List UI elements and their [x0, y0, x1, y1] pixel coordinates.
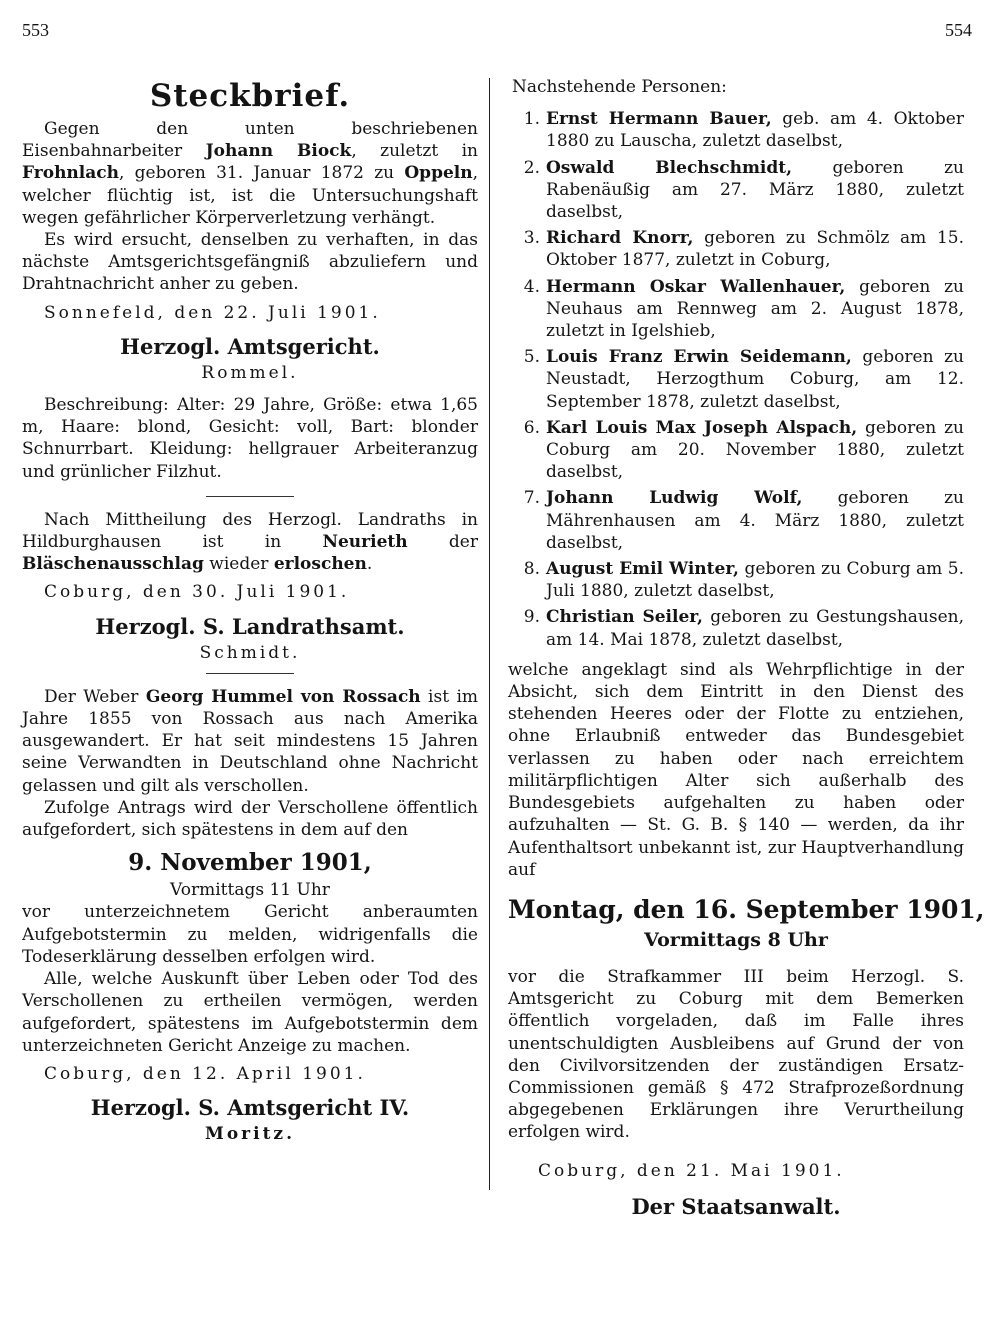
list-number: 1.: [523, 109, 540, 130]
dateline: Coburg, den 12. April 1901.: [44, 1063, 366, 1084]
column-divider: [489, 78, 490, 1190]
person-name: Richard Knorr,: [546, 228, 694, 249]
person-details: geboren zu Neustadt, Herzogthum Coburg, am 12. September 1878, zuletzt daselbst,: [546, 347, 964, 412]
person-details: geboren zu Neuhaus am Rennweg am 2. August 1878, zuletzt in Igelshieb,: [546, 276, 964, 342]
list-number: 4.: [523, 276, 540, 297]
person-name: Louis Franz Erwin Seidemann,: [546, 347, 852, 368]
person-name: Ernst Hermann Bauer,: [546, 109, 772, 130]
page-number-right: 554: [945, 20, 972, 40]
list-item: [508, 558, 964, 602]
left-column: [22, 76, 478, 1145]
person-details: geb. am 4. Oktober 1880 zu Lauscha, zuletzt daselbst,: [546, 109, 964, 152]
notice-paragraph: Alle, welche Auskunft über Leben oder Tod des Verschollenen zu ertheilen vermögen, werden aufgefordert, spätestens im Aufgebotstermin dem unterzeichneten Gericht Anzeige zu machen.: [22, 969, 478, 1056]
disease-name: Bläschenausschlag: [22, 554, 204, 575]
person-details: geboren zu Mährenhausen am 4. März 1880, zuletzt daselbst,: [546, 488, 964, 553]
warrant-request: Es wird ersucht, denselben zu verhaften, in das nächste Amtsgerichtsgefängniß abzuliefern und Drahtnachricht anher zu geben.: [22, 230, 478, 295]
separator-rule: [206, 496, 294, 497]
hearing-date: Montag, den 16. September 1901,: [508, 894, 985, 924]
notice-paragraph: Nach Mittheilung des Herzogl. Landraths in Hildburghausen ist in Neurieth der Bläschenausschlag wieder erloschen.: [22, 509, 478, 575]
notice-paragraph: Der Weber Georg Hummel von Rossach ist im Jahre 1855 von Rossach aus nach Amerika ausgewandert. Er hat seit mindestens 15 Jahren seine Verwandten in Deutschland ohne Nachricht gelassen und gilt als verschollen.: [22, 686, 478, 796]
summons-paragraph: vor die Strafkammer III beim Herzogl. S. Amtsgericht zu Coburg mit dem Bemerken öffentlich vorgeladen, daß im Falle ihres unentschuldigten Ausbleibens auf Grund der von den Civilvorsitzenden der zuständigen Ersatz-Commissionen gemäß § 472 Strafprozeßordnung abgegebenen Erklärungen ihre Verurtheilung erfolgen wird.: [508, 966, 964, 1143]
suspect-name: Johann Biock: [205, 141, 352, 162]
right-column: [508, 76, 985, 1222]
notice-paragraph: Zufolge Antrags wird der Verschollene öffentlich aufgefordert, sich spätestens in dem auf den: [22, 797, 478, 841]
list-number: 6.: [523, 417, 540, 438]
warrant-paragraph: Gegen den unten beschriebenen Eisenbahnarbeiter Johann Biock, zuletzt in Frohnlach, geboren 31. Januar 1872 zu Oppeln, welcher flüchtig ist, ist die Untersuchungshaft wegen gefährlicher Körperverletzung verhängt.: [22, 119, 478, 228]
list-number: 7.: [523, 488, 540, 509]
list-number: 8.: [523, 559, 540, 580]
person-name: Karl Louis Max Joseph Alspach,: [546, 417, 858, 438]
place-name: Oppeln: [404, 163, 473, 184]
place-name: Frohnlach: [22, 163, 119, 184]
person-name: Christian Seiler,: [546, 607, 703, 628]
person-details: geboren zu Schmölz am 15. Oktober 1877, zuletzt in Coburg,: [546, 228, 964, 271]
term-time: Vormittags 11 Uhr: [170, 880, 330, 901]
term-date: 9. November 1901,: [128, 849, 372, 877]
list-text: [546, 417, 964, 484]
dateline: Coburg, den 30. Juli 1901.: [44, 582, 350, 603]
list-item: [508, 487, 964, 554]
list-item: [508, 157, 964, 224]
summons-paragraph: welche angeklagt sind als Wehrpflichtige in der Absicht, sich dem Eintritt in den Dienst des stehenden Heeres oder der Flotte zu entziehen, ohne Erlaubniß entweder das Bundesgebiet verlassen zu haben oder nach erreichtem militärpflichtigen Alter sich außerhalb des Bundesgebiets aufgehalten zu haben oder aufzuhalten — St. G. B. § 140 — werden, da ihr Aufenthaltsort unbekannt ist, zur Hauptverhandlung auf: [508, 659, 964, 880]
authority-heading: Herzogl. Amtsgericht.: [120, 333, 380, 359]
list-text: [546, 558, 964, 602]
status-word: erloschen: [273, 554, 367, 575]
persons-list: [508, 108, 964, 651]
page-number-left: 553: [22, 20, 49, 40]
list-text: [546, 227, 964, 271]
list-item: [508, 108, 964, 152]
person-details: geboren zu Coburg am 5. Juli 1880, zuletzt daselbst,: [546, 559, 964, 602]
person-name: Hermann Oskar Wallenhauer,: [546, 276, 846, 297]
notice-paragraph: vor unterzeichnetem Gericht anberaumten Aufgebotstermin zu melden, widrigenfalls die Todeserklärung desselben erfolgen wird.: [22, 902, 478, 967]
signature: Moritz.: [205, 1124, 295, 1145]
person-details: geboren zu Gestungshausen, am 14. Mai 1878, zuletzt daselbst,: [546, 607, 964, 650]
list-intro: Nachstehende Personen:: [512, 77, 727, 97]
signature: Schmidt.: [199, 642, 301, 663]
list-item: [508, 606, 964, 650]
person-name: Georg Hummel von Rossach: [145, 686, 421, 707]
authority-heading: Herzogl. S. Landrathsamt.: [95, 613, 405, 639]
list-number: 9.: [523, 607, 540, 628]
hearing-time: Vormittags 8 Uhr: [644, 928, 828, 951]
list-text: [546, 346, 964, 413]
list-number: 5.: [523, 347, 540, 368]
list-number: 3.: [523, 228, 540, 249]
description: Beschreibung: Alter: 29 Jahre, Größe: etwa 1,65 m, Haare: blond, Gesicht: voll, Bart: blonder Schnurrbart. Kleidung: hellgrauer Arbeiteranzug und grünlicher Filzhut.: [22, 395, 478, 482]
list-item: [508, 346, 964, 413]
list-text: [546, 157, 964, 224]
list-item: [508, 227, 964, 271]
person-name: Johann Ludwig Wolf,: [546, 488, 803, 509]
authority-heading: Herzogl. S. Amtsgericht IV.: [90, 1095, 410, 1121]
dateline: Coburg, den 21. Mai 1901.: [538, 1160, 845, 1181]
dateline: Sonnefeld, den 22. Juli 1901.: [44, 302, 381, 323]
signature: Rommel.: [201, 362, 299, 383]
person-details: geboren zu Coburg am 20. November 1880, zuletzt daselbst,: [546, 417, 964, 483]
person-name: Oswald Blechschmidt,: [546, 157, 793, 178]
list-text: [546, 108, 964, 152]
person-name: August Emil Winter,: [546, 559, 739, 580]
signature: Der Staatsanwalt.: [631, 1193, 841, 1219]
list-text: [546, 276, 964, 343]
person-details: geboren zu Rabenäußig am 27. März 1880, zuletzt daselbst,: [546, 157, 964, 223]
list-item: [508, 276, 964, 343]
list-text: [546, 606, 964, 650]
separator-rule: [206, 673, 294, 674]
list-number: 2.: [523, 157, 540, 178]
warrant-title: Steckbrief.: [149, 78, 351, 114]
place-name: Neurieth: [322, 532, 408, 553]
list-item: [508, 417, 964, 484]
list-text: [546, 487, 964, 554]
